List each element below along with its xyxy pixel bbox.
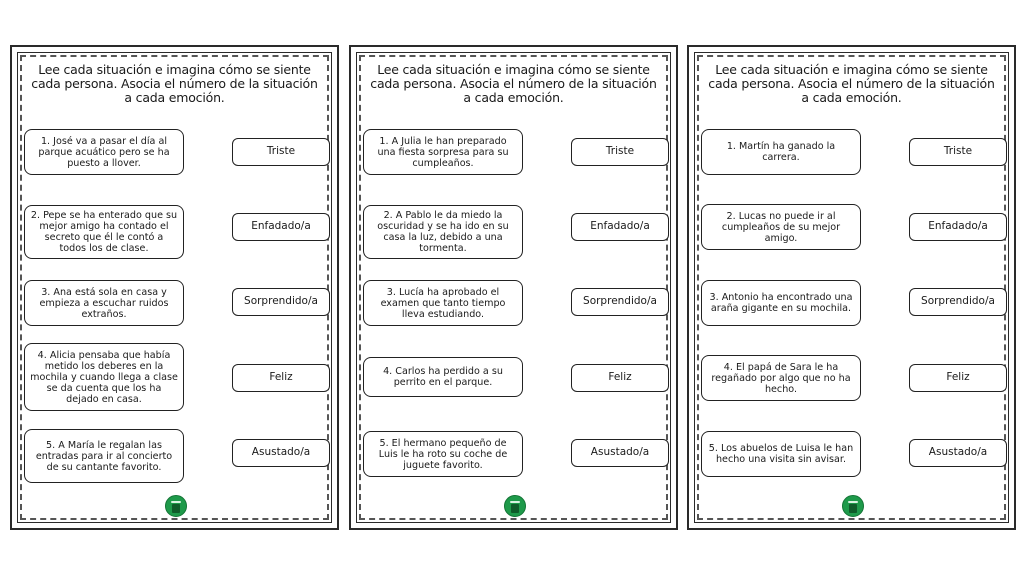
situation-box: 1. A Julia le han preparado una fiesta sorpresa para su cumpleaños. [363, 129, 523, 175]
emotion-box-enfadado: Enfadado/a [571, 213, 669, 241]
situation-box: 2. Pepe se ha enterado que su mejor amigo ha contado el secreto que él le contó a todos los de clase. [24, 205, 184, 259]
green-circle-logo-icon [165, 495, 187, 517]
emotion-box-triste: Triste [232, 138, 330, 166]
emotion-box-feliz: Feliz [571, 364, 669, 392]
emotion-box-asustado: Asustado/a [571, 439, 669, 467]
situation-box: 5. El hermano pequeño de Luis le ha roto su coche de juguete favorito. [363, 431, 523, 477]
situation-box: 3. Ana está sola en casa y empieza a escuchar ruidos extraños. [24, 280, 184, 326]
green-circle-logo-icon [842, 495, 864, 517]
worksheet-title: Lee cada situación e imagina cómo se siente cada persona. Asocia el número de la situación a cada emoción. [708, 62, 995, 105]
situation-box: 3. Lucía ha aprobado el examen que tanto tiempo lleva estudiando. [363, 280, 523, 326]
situation-box: 2. A Pablo le da miedo la oscuridad y se ha ido en su casa la luz, debido a una tormenta. [363, 205, 523, 259]
emotion-box-feliz: Feliz [232, 364, 330, 392]
situation-box: 4. El papá de Sara le ha regañado por algo que no ha hecho. [701, 355, 861, 401]
emotion-box-sorprendido: Sorprendido/a [571, 288, 669, 316]
worksheet-2 [349, 45, 678, 530]
emotion-box-feliz: Feliz [909, 364, 1007, 392]
emotion-box-triste: Triste [571, 138, 669, 166]
emotion-box-asustado: Asustado/a [909, 439, 1007, 467]
worksheet-title: Lee cada situación e imagina cómo se siente cada persona. Asocia el número de la situación a cada emoción. [31, 62, 318, 105]
green-circle-logo-icon [504, 495, 526, 517]
emotion-box-enfadado: Enfadado/a [909, 213, 1007, 241]
situation-box: 3. Antonio ha encontrado una araña gigante en su mochila. [701, 280, 861, 326]
worksheet-1 [10, 45, 339, 530]
situation-box: 2. Lucas no puede ir al cumpleaños de su mejor amigo. [701, 204, 861, 250]
emotion-box-enfadado: Enfadado/a [232, 213, 330, 241]
emotion-box-triste: Triste [909, 138, 1007, 166]
emotion-box-sorprendido: Sorprendido/a [232, 288, 330, 316]
emotion-box-asustado: Asustado/a [232, 439, 330, 467]
worksheet-title: Lee cada situación e imagina cómo se siente cada persona. Asocia el número de la situación a cada emoción. [370, 62, 657, 105]
situation-box: 4. Alicia pensaba que había metido los deberes en la mochila y cuando llega a clase se da cuenta que los ha dejado en casa. [24, 343, 184, 411]
situation-box: 1. Martín ha ganado la carrera. [701, 129, 861, 175]
situation-box: 4. Carlos ha perdido a su perrito en el parque. [363, 357, 523, 397]
emotion-box-sorprendido: Sorprendido/a [909, 288, 1007, 316]
worksheet-3 [687, 45, 1016, 530]
situation-box: 1. José va a pasar el día al parque acuático pero se ha puesto a llover. [24, 129, 184, 175]
situation-box: 5. A María le regalan las entradas para ir al concierto de su cantante favorito. [24, 429, 184, 483]
situation-box: 5. Los abuelos de Luisa le han hecho una visita sin avisar. [701, 431, 861, 477]
